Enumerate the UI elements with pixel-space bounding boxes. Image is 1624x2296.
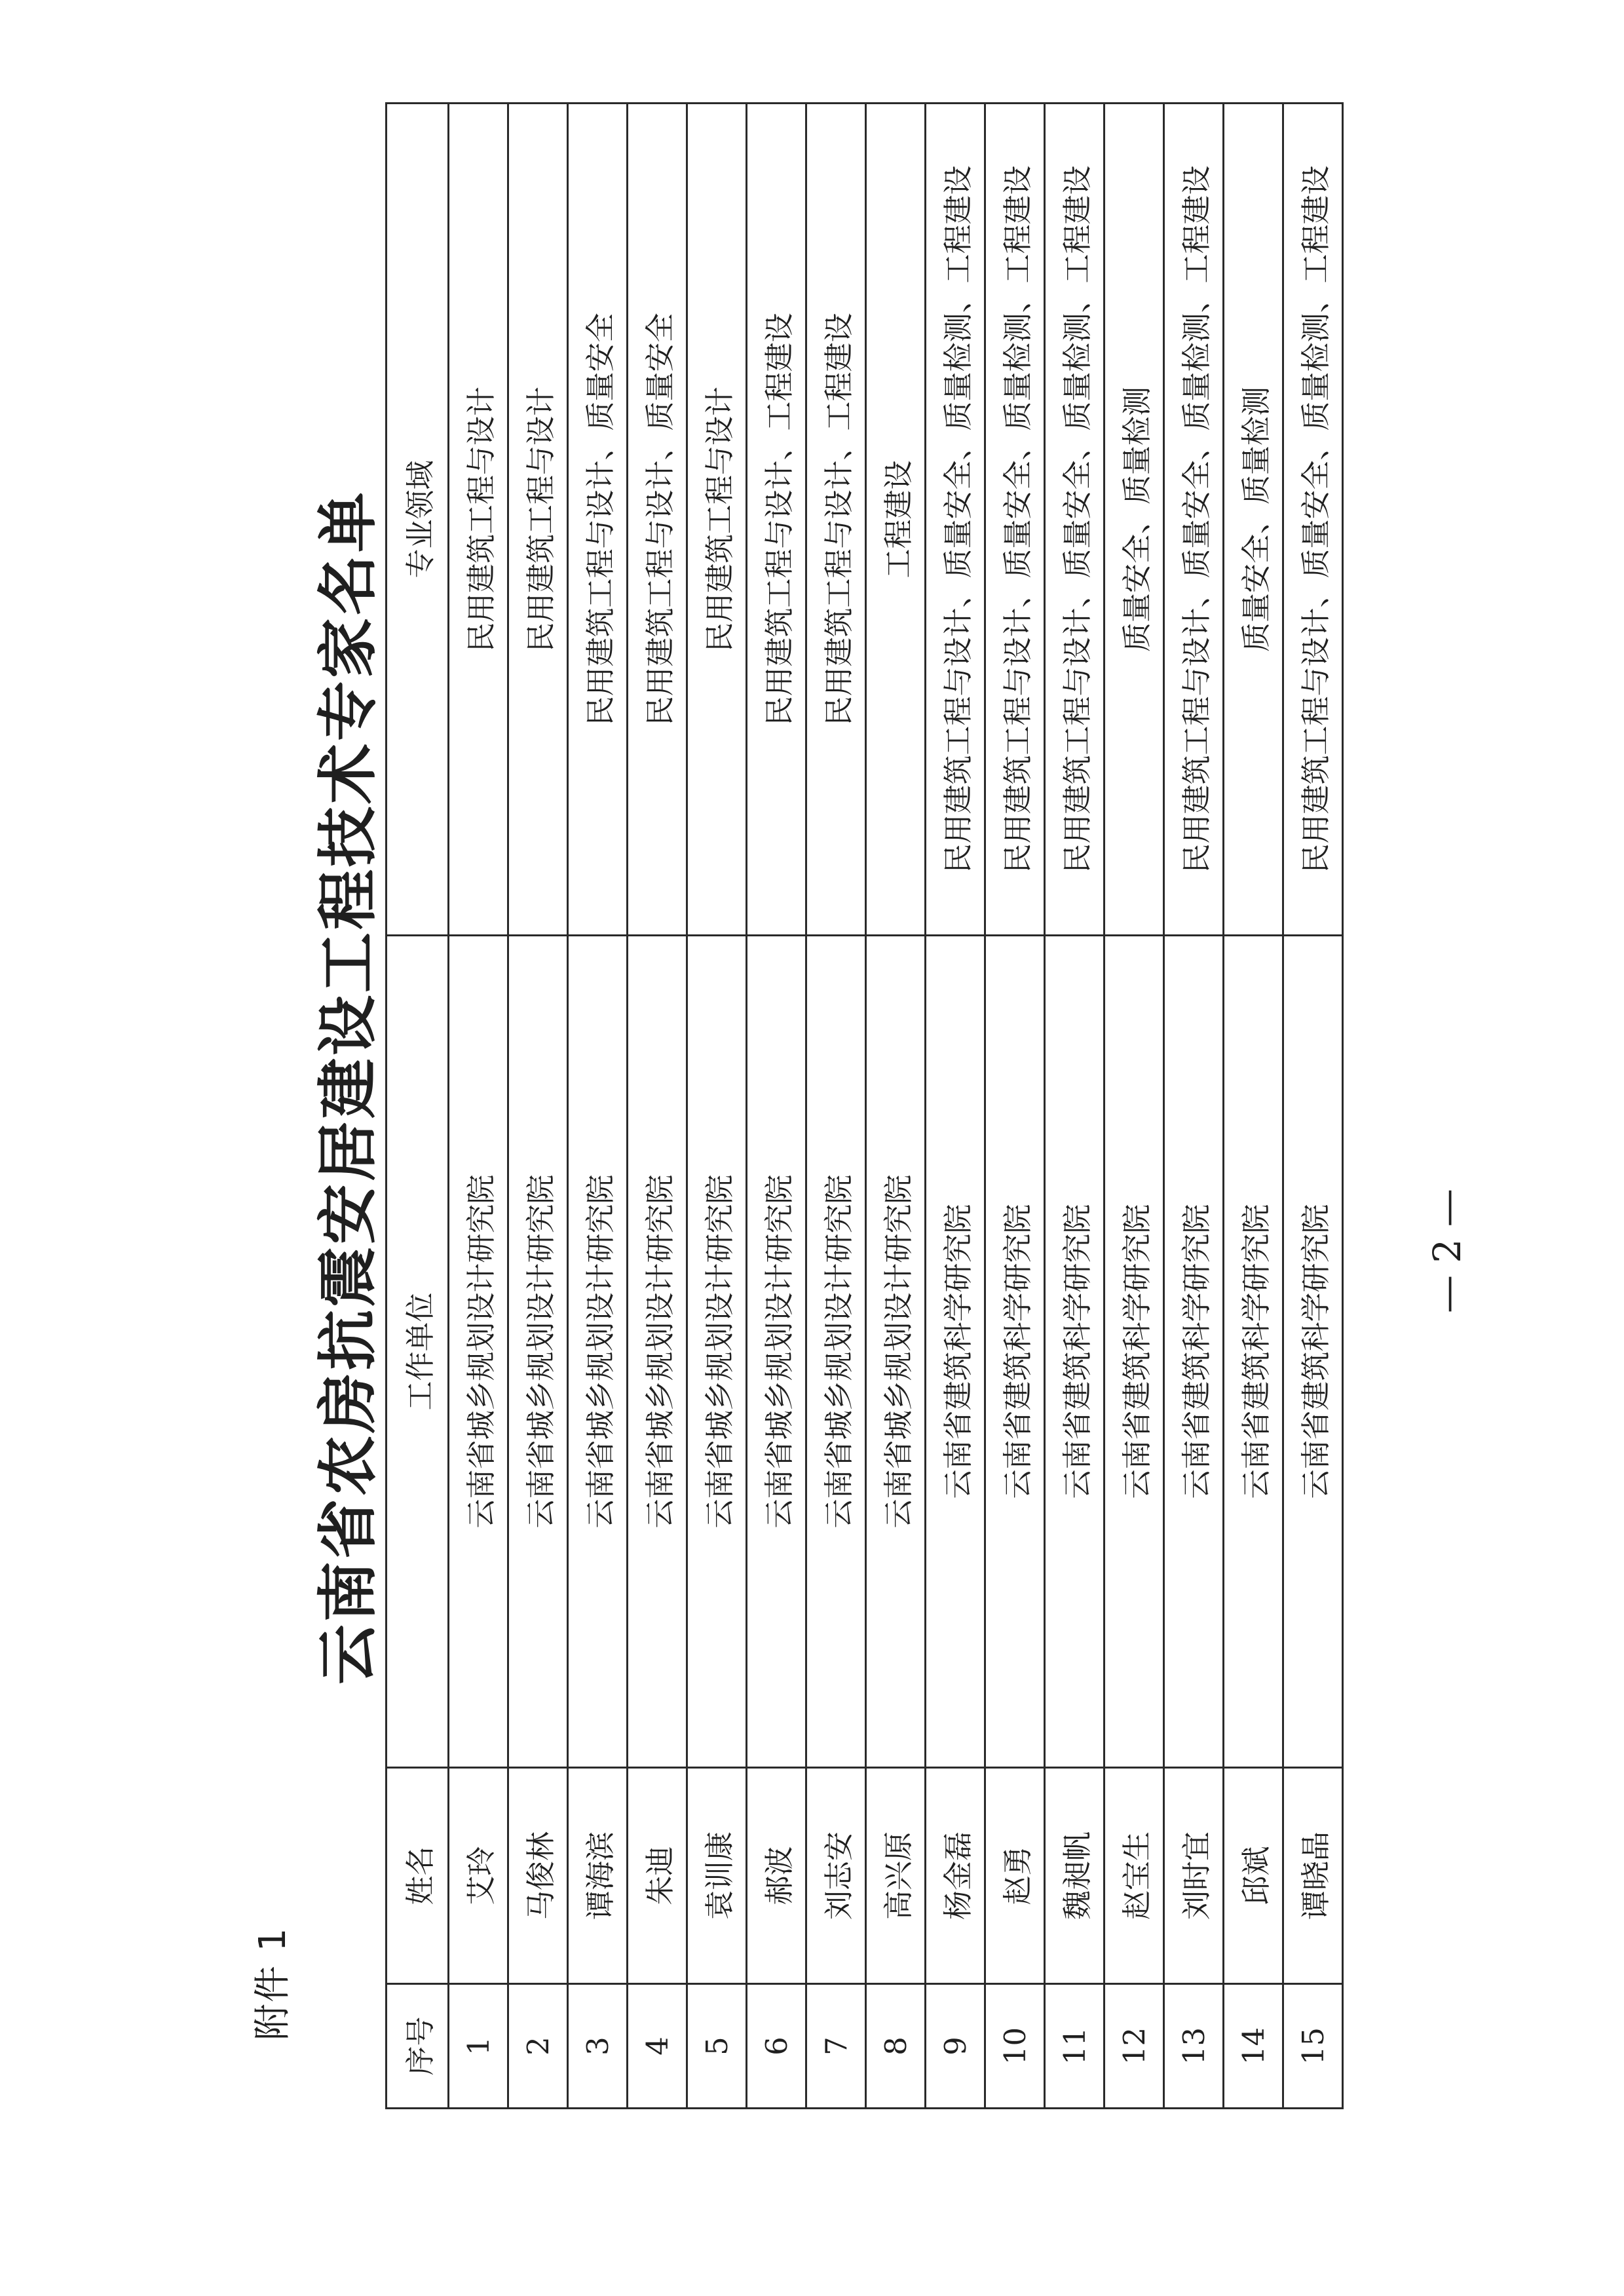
field-cell: 民用建筑工程与设计、工程建设: [806, 104, 866, 936]
expert-table: [385, 102, 1344, 2109]
table-row: [985, 104, 1045, 2109]
table-body: [449, 104, 1343, 2109]
table-row: [1045, 104, 1105, 2109]
unit-cell: 云南省城乡规划设计研究院: [508, 936, 568, 1768]
seq-cell: 15: [1283, 1984, 1343, 2109]
field-cell: 民用建筑工程与设计、质量安全、质量检测、工程建设: [1045, 104, 1105, 936]
seq-cell: 7: [806, 1984, 866, 2109]
seq-cell: 11: [1045, 1984, 1105, 2109]
name-cell: 杨金磊: [926, 1768, 985, 1984]
field-cell: 民用建筑工程与设计、质量安全、质量检测、工程建设: [1283, 104, 1343, 936]
table-row: [449, 104, 508, 2109]
unit-cell: 云南省城乡规划设计研究院: [866, 936, 926, 1768]
name-cell: 魏昶帆: [1045, 1768, 1105, 1984]
field-cell: 民用建筑工程与设计、质量安全: [628, 104, 687, 936]
table-row: [687, 104, 747, 2109]
unit-cell: 云南省建筑科学研究院: [926, 936, 985, 1768]
name-cell: 艾玲: [449, 1768, 508, 1984]
field-cell: 民用建筑工程与设计、质量安全、质量检测、工程建设: [1164, 104, 1224, 936]
table-row: [568, 104, 628, 2109]
unit-cell: 云南省建筑科学研究院: [985, 936, 1045, 1768]
unit-cell: 云南省建筑科学研究院: [1105, 936, 1164, 1768]
name-cell: 刘时宜: [1164, 1768, 1224, 1984]
annex-label: 附件 1: [252, 1926, 294, 2040]
name-cell: 袁训康: [687, 1768, 747, 1984]
name-cell: 谭晓晶: [1283, 1768, 1343, 1984]
name-cell: 郝波: [747, 1768, 806, 1984]
field-cell: 民用建筑工程与设计、工程建设: [747, 104, 806, 936]
table-row: [806, 104, 866, 2109]
table-header-row: [387, 104, 449, 2109]
table-row: [628, 104, 687, 2109]
page-number: — 2 —: [1425, 1189, 1469, 1313]
seq-cell: 8: [866, 1984, 926, 2109]
field-cell: 民用建筑工程与设计、质量安全: [568, 104, 628, 936]
seq-cell: 12: [1105, 1984, 1164, 2109]
seq-cell: 14: [1224, 1984, 1283, 2109]
table-row: [866, 104, 926, 2109]
seq-cell: 13: [1164, 1984, 1224, 2109]
table-row: [747, 104, 806, 2109]
field-cell: 民用建筑工程与设计: [449, 104, 508, 936]
name-cell: 邱斌: [1224, 1768, 1283, 1984]
table-row: [508, 104, 568, 2109]
seq-cell: 2: [508, 1984, 568, 2109]
name-cell: 马俊林: [508, 1768, 568, 1984]
unit-cell: 云南省城乡规划设计研究院: [628, 936, 687, 1768]
table-row: [926, 104, 985, 2109]
name-cell: 赵宝生: [1105, 1768, 1164, 1984]
name-cell: 高兴原: [866, 1768, 926, 1984]
name-cell: 谭海滨: [568, 1768, 628, 1984]
seq-cell: 4: [628, 1984, 687, 2109]
seq-cell: 10: [985, 1984, 1045, 2109]
field-cell: 民用建筑工程与设计: [508, 104, 568, 936]
field-cell: 民用建筑工程与设计、质量安全、质量检测、工程建设: [985, 104, 1045, 936]
name-cell: 赵勇: [985, 1768, 1045, 1984]
header-name: 姓名: [387, 1768, 449, 1984]
table-row: [1105, 104, 1164, 2109]
unit-cell: 云南省建筑科学研究院: [1164, 936, 1224, 1768]
field-cell: 质量安全、质量检测: [1105, 104, 1164, 936]
seq-cell: 3: [568, 1984, 628, 2109]
unit-cell: 云南省城乡规划设计研究院: [747, 936, 806, 1768]
field-cell: 工程建设: [866, 104, 926, 936]
document-title: 云南省农房抗震安居建设工程技术专家名单: [312, 489, 383, 1685]
unit-cell: 云南省城乡规划设计研究院: [568, 936, 628, 1768]
seq-cell: 9: [926, 1984, 985, 2109]
unit-cell: 云南省建筑科学研究院: [1224, 936, 1283, 1768]
field-cell: 民用建筑工程与设计、质量安全、质量检测、工程建设: [926, 104, 985, 936]
header-field: 专业领域: [387, 104, 449, 936]
unit-cell: 云南省建筑科学研究院: [1283, 936, 1343, 1768]
seq-cell: 5: [687, 1984, 747, 2109]
header-unit: 工作单位: [387, 936, 449, 1768]
name-cell: 刘志安: [806, 1768, 866, 1984]
table-row: [1283, 104, 1343, 2109]
name-cell: 朱迪: [628, 1768, 687, 1984]
table-row: [1164, 104, 1224, 2109]
header-seq: 序号: [387, 1984, 449, 2109]
unit-cell: 云南省城乡规划设计研究院: [687, 936, 747, 1768]
field-cell: 质量安全、质量检测: [1224, 104, 1283, 936]
table-row: [1224, 104, 1283, 2109]
unit-cell: 云南省城乡规划设计研究院: [449, 936, 508, 1768]
unit-cell: 云南省建筑科学研究院: [1045, 936, 1105, 1768]
seq-cell: 1: [449, 1984, 508, 2109]
unit-cell: 云南省城乡规划设计研究院: [806, 936, 866, 1768]
seq-cell: 6: [747, 1984, 806, 2109]
field-cell: 民用建筑工程与设计: [687, 104, 747, 936]
